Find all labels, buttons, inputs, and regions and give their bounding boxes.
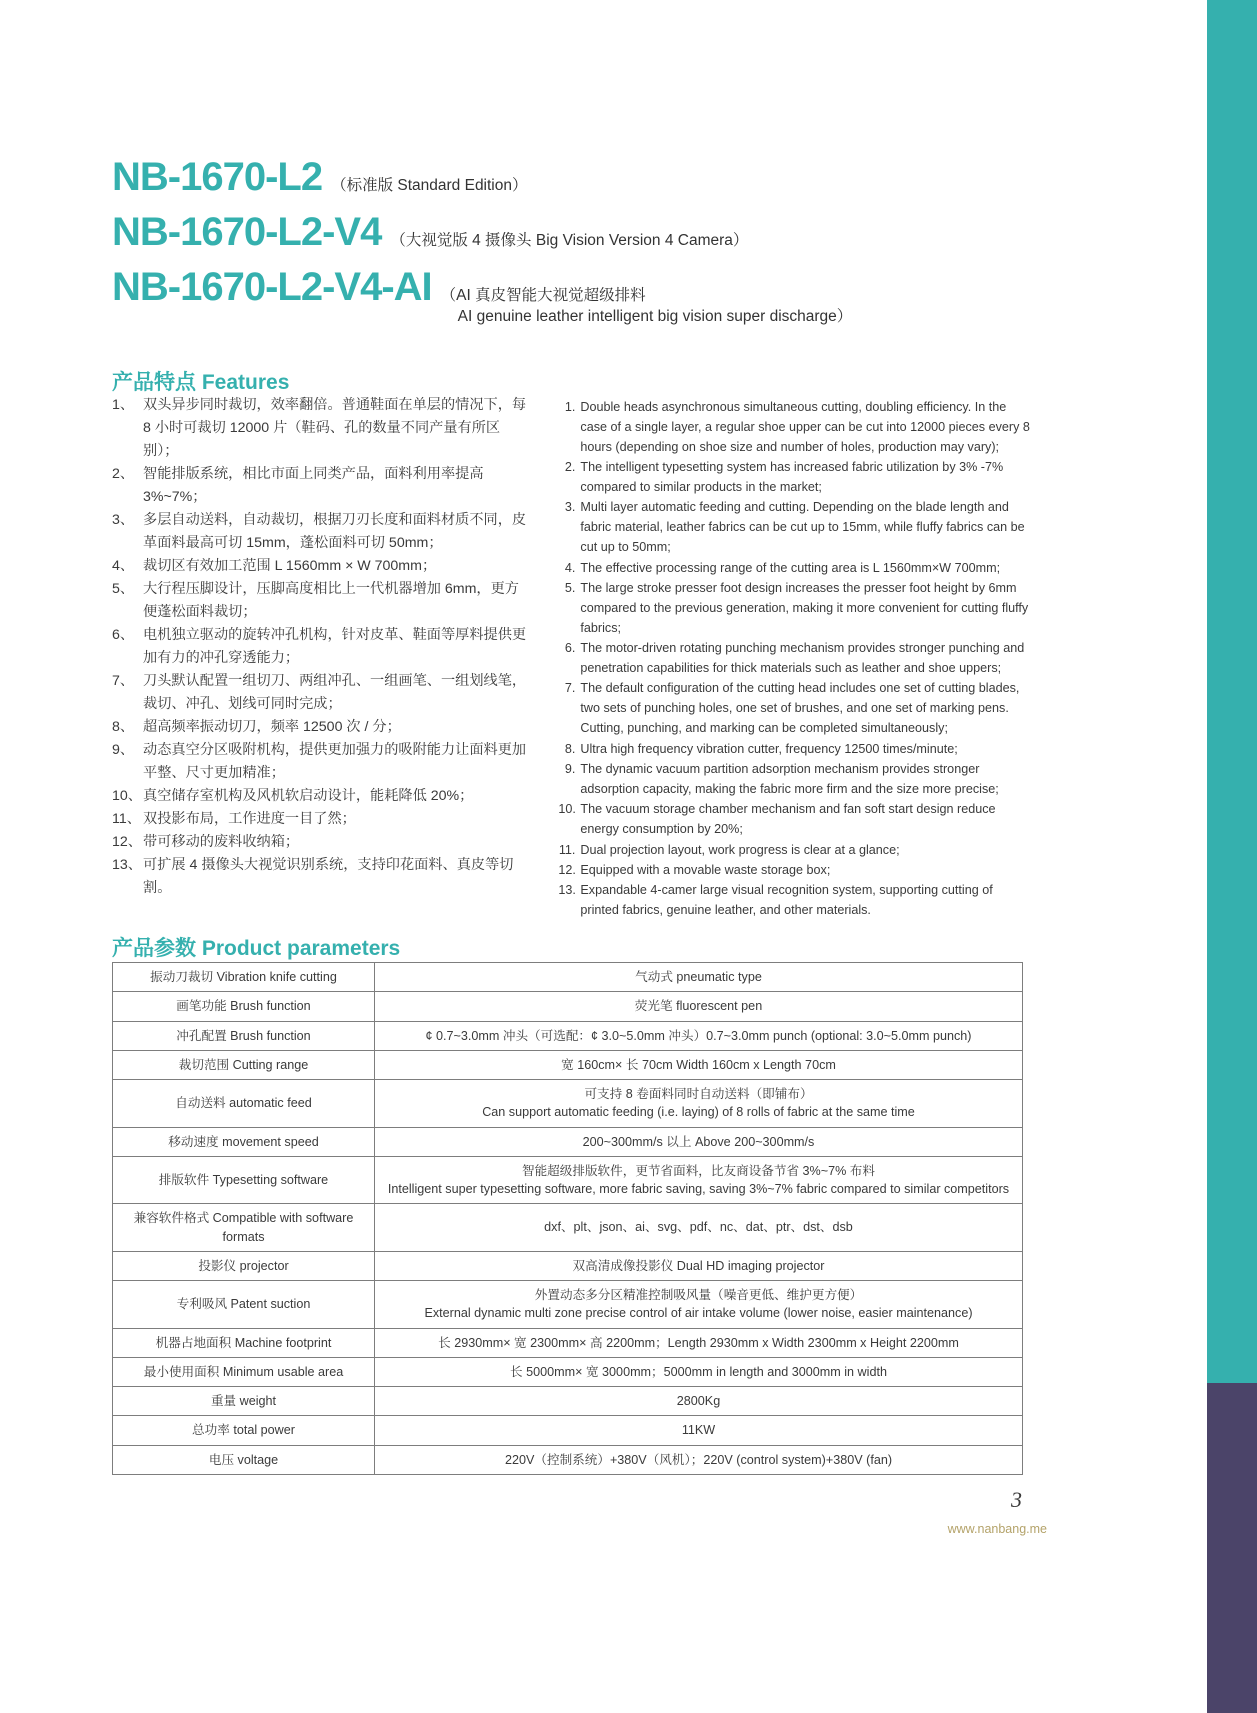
feature-item-text: 超高频率振动切刀，频率 12500 次 / 分； — [143, 719, 401, 735]
feature-item-text: The intelligent typesetting system has increased fabric utilization by 3% -7% compared to similar products in the market; — [580, 460, 1004, 495]
parameter-label: 移动速度 movement speed — [113, 1127, 375, 1156]
feature-item-text: The effective processing range of the cutting area is L 1560mm×W 700mm; — [580, 560, 1001, 575]
table-row — [113, 1387, 1023, 1416]
feature-item-number: 11、 — [112, 811, 141, 827]
feature-item-number: 1、 — [112, 397, 135, 413]
table-row — [113, 992, 1023, 1021]
parameter-value: 11KW — [375, 1416, 1023, 1445]
parameter-label: 排版软件 Typesetting software — [113, 1156, 375, 1204]
feature-item-en — [558, 498, 1032, 558]
table-row — [113, 1357, 1023, 1386]
parameter-value: 长 2930mm× 宽 2300mm× 高 2200mm；Length 2930mm x Width 2300mm x Height 2200mm — [375, 1328, 1023, 1357]
feature-item-text: Equipped with a movable waste storage box; — [580, 862, 831, 877]
feature-item-text: 双投影布局，工作进度一目了然； — [143, 811, 356, 827]
feature-item-number: 12. — [558, 862, 576, 877]
table-row — [113, 1251, 1023, 1280]
model-title-row — [112, 210, 1012, 255]
table-row — [113, 1050, 1023, 1079]
table-row — [113, 1204, 1023, 1252]
feature-item-text: Ultra high frequency vibration cutter, frequency 12500 times/minute; — [580, 741, 958, 756]
feature-item-cn — [112, 854, 526, 900]
feature-item-text: The large stroke presser foot design increases the presser foot height by 6mm compared to the previous generation, making it more convenient for cutting fluffy fabrics; — [580, 581, 1029, 635]
parameter-value: 荧光笔 fluorescent pen — [375, 992, 1023, 1021]
model-edition-note-line1: （AI 真皮智能大视觉超级排料 — [440, 286, 646, 304]
parameter-value: 2800Kg — [375, 1387, 1023, 1416]
feature-item-text: Multi layer automatic feeding and cutting. Depending on the blade length and fabric material, leather fabrics can be cut up to 15mm, while fluffy fabrics can be cut up to 50mm; — [580, 500, 1025, 555]
parameter-value: 气动式 pneumatic type — [375, 963, 1023, 992]
model-name: NB-1670-L2-V4-AI — [112, 264, 432, 309]
feature-item-text: Expandable 4-camer large visual recognition system, supporting cutting of printed fabrics, genuine leather, and other materials. — [580, 883, 993, 918]
feature-item-text: Double heads asynchronous simultaneous cutting, doubling efficiency. In the case of a single layer, a regular shoe upper can be cut into 12000 pieces every 8 hours (depending on shoe size and number of holes, production may vary); — [580, 400, 1030, 454]
model-name: NB-1670-L2 — [112, 155, 323, 199]
parameter-label: 重量 weight — [113, 1387, 375, 1416]
features-english-list — [558, 398, 1032, 921]
table-row — [113, 963, 1023, 992]
feature-item-text: 动态真空分区吸附机构，提供更加强力的吸附能力让面料更加平整、尺寸更加精准； — [143, 742, 527, 781]
parameter-value: 200~300mm/s 以上 Above 200~300mm/s — [375, 1127, 1023, 1156]
model-edition-note — [441, 286, 861, 328]
parameter-label: 画笔功能 Brush function — [113, 992, 375, 1021]
feature-item-en — [558, 458, 1032, 498]
watermark-url: www.nanbang.me — [947, 1522, 1047, 1536]
parameter-label: 投影仪 projector — [113, 1251, 375, 1280]
feature-item-text: 带可移动的废料收纳箱； — [143, 834, 300, 850]
model-title-row — [112, 155, 1012, 200]
features-chinese-list — [112, 394, 526, 900]
table-row — [113, 1328, 1023, 1357]
feature-item-cn — [112, 739, 526, 785]
feature-item-cn — [112, 716, 526, 739]
model-edition-note: （大视觉版 4 摄像头 Big Vision Version 4 Camera） — [390, 231, 749, 249]
table-row — [113, 1156, 1023, 1204]
feature-item-number: 6. — [564, 641, 576, 656]
feature-item-en — [558, 398, 1032, 458]
parameter-label: 机器占地面积 Machine footprint — [113, 1328, 375, 1357]
feature-item-number: 10、 — [112, 788, 142, 804]
model-name: NB-1670-L2-V4 — [112, 209, 382, 254]
feature-item-en — [558, 760, 1032, 800]
parameter-value: 双高清成像投影仪 Dual HD imaging projector — [375, 1251, 1023, 1280]
feature-item-cn — [112, 509, 526, 555]
feature-item-number: 2、 — [112, 466, 135, 482]
feature-item-en — [558, 861, 1032, 881]
parameter-label: 自动送料 automatic feed — [113, 1080, 375, 1128]
feature-item-number: 5、 — [112, 581, 135, 597]
model-title-row — [112, 265, 1012, 328]
parameter-label: 电压 voltage — [113, 1445, 375, 1474]
feature-item-number: 2. — [564, 460, 576, 475]
feature-item-text: 可扩展 4 摄像头大视觉识别系统，支持印花面料、真皮等切割。 — [143, 857, 514, 896]
table-row — [113, 1416, 1023, 1445]
decorative-purple-bar — [1207, 1383, 1257, 1713]
parameter-label: 专利吸风 Patent suction — [113, 1281, 375, 1329]
features-chinese-column — [112, 394, 536, 922]
parameter-value-line2: Can support automatic feeding (i.e. laying) of 8 rolls of fabric at the same time — [482, 1105, 915, 1120]
feature-item-text: Dual projection layout, work progress is clear at a glance; — [580, 842, 900, 857]
feature-item-number: 11. — [558, 842, 576, 857]
parameter-label: 裁切范围 Cutting range — [113, 1050, 375, 1079]
feature-item-text: 刀头默认配置一组切刀、两组冲孔、一组画笔、一组划线笔，裁切、冲孔、划线可同时完成； — [143, 673, 527, 712]
parameter-value-line1: 外置动态多分区精准控制吸风量（噪音更低、维护更方便） — [534, 1288, 863, 1302]
product-parameters-body — [113, 963, 1023, 1475]
parameter-value: 220V（控制系统）+380V（风机）；220V (control system)+380V (fan) — [375, 1445, 1023, 1474]
parameter-label: 兼容软件格式 Compatible with software formats — [113, 1204, 375, 1252]
parameter-value — [375, 1156, 1023, 1204]
feature-item-text: 电机独立驱动的旋转冲孔机构，针对皮革、鞋面等厚料提供更加有力的冲孔穿透能力； — [143, 627, 527, 666]
features-english-column — [558, 394, 1032, 922]
feature-item-number: 3. — [564, 500, 576, 515]
feature-item-cn — [112, 624, 526, 670]
feature-item-number: 8、 — [112, 719, 135, 735]
parameter-label: 振动刀裁切 Vibration knife cutting — [113, 963, 375, 992]
feature-item-number: 9. — [564, 762, 576, 777]
parameter-value-line1: 可支持 8 卷面料同时自动送料（即铺布） — [584, 1087, 813, 1101]
feature-item-number: 5. — [564, 581, 576, 596]
feature-item-cn — [112, 555, 526, 578]
feature-item-cn — [112, 578, 526, 624]
feature-item-number: 7、 — [112, 673, 135, 689]
features-heading: 产品特点 Features — [112, 371, 290, 394]
page-number: 3 — [1011, 1487, 1022, 1512]
feature-item-en — [558, 740, 1032, 760]
feature-item-en — [558, 579, 1032, 639]
feature-item-text: 智能排版系统，相比市面上同类产品，面料利用率提高 3%~7%； — [143, 466, 484, 505]
feature-item-text: The vacuum storage chamber mechanism and fan soft start design reduce energy consumption by 20%; — [580, 802, 996, 837]
feature-item-cn — [112, 670, 526, 716]
feature-item-cn — [112, 831, 526, 854]
feature-item-text: 大行程压脚设计，压脚高度相比上一代机器增加 6mm，更方便蓬松面料裁切； — [143, 581, 519, 620]
feature-item-en — [558, 679, 1032, 739]
decorative-teal-bar — [1207, 0, 1257, 1383]
feature-item-cn — [112, 808, 526, 831]
parameter-value: 宽 160cm× 长 70cm Width 160cm x Length 70cm — [375, 1050, 1023, 1079]
feature-item-cn — [112, 463, 526, 509]
feature-item-en — [558, 800, 1032, 840]
feature-item-number: 7. — [564, 681, 576, 696]
parameter-label: 最小使用面积 Minimum usable area — [113, 1357, 375, 1386]
parameter-value-line2: Intelligent super typesetting software, more fabric saving, saving 3%~7% fabric compared to similar competitors — [387, 1182, 1010, 1196]
features-section — [112, 394, 1032, 922]
parameter-value: dxf、plt、json、ai、svg、pdf、nc、dat、ptr、dst、dsb — [375, 1204, 1023, 1252]
feature-item-en — [558, 559, 1032, 579]
feature-item-number: 6、 — [112, 627, 135, 643]
feature-item-number: 4、 — [112, 558, 135, 574]
feature-item-en — [558, 639, 1032, 679]
feature-item-cn — [112, 394, 526, 463]
parameter-label: 总功率 total power — [113, 1416, 375, 1445]
model-title-block — [112, 155, 1012, 337]
parameter-value-line1: 智能超级排版软件，更节省面料，比友商设备节省 3%~7% 布料 — [521, 1163, 875, 1178]
parameter-value: 长 5000mm× 宽 3000mm；5000mm in length and 3000mm in width — [375, 1357, 1023, 1386]
model-edition-note-line2: AI genuine leather intelligent big vision super discharge） — [457, 307, 853, 325]
table-row — [113, 1080, 1023, 1128]
feature-item-number: 9、 — [112, 742, 135, 758]
feature-item-text: 裁切区有效加工范围 L 1560mm × W 700mm； — [143, 558, 437, 574]
feature-item-en — [558, 841, 1032, 861]
feature-item-text: The dynamic vacuum partition adsorption mechanism provides stronger adsorption capacity, making the fabric more firm and the size more precise; — [580, 762, 999, 796]
feature-item-en — [558, 881, 1032, 921]
feature-item-number: 4. — [564, 560, 576, 575]
parameter-value: ¢ 0.7~3.0mm 冲头（可选配：¢ 3.0~5.0mm 冲头）0.7~3.0mm punch (optional: 3.0~5.0mm punch) — [375, 1021, 1023, 1050]
parameters-heading: 产品参数 Product parameters — [112, 937, 401, 960]
table-row — [113, 1281, 1023, 1329]
feature-item-number: 13. — [558, 883, 576, 898]
parameter-value-line2: External dynamic multi zone precise control of air intake volume (lower noise, easier maintenance) — [424, 1306, 973, 1321]
table-row — [113, 1127, 1023, 1156]
feature-item-text: 双头异步同时裁切，效率翻倍。普通鞋面在单层的情况下，每 8 小时可裁切 12000 片（鞋码、孔的数量不同产量有所区别）； — [143, 397, 527, 459]
feature-item-text: 多层自动送料，自动裁切，根据刀刃长度和面料材质不同，皮革面料最高可切 15mm，蓬松面料可切 50mm； — [143, 512, 527, 551]
model-edition-note: （标准版 Standard Edition） — [331, 177, 528, 194]
feature-item-text: The default configuration of the cutting head includes one set of cutting blades, two sets of punching holes, one set of brushes, and one set of marking pens. Cutting, punching, and marking can be completed simultaneously; — [580, 681, 1020, 736]
feature-item-text: The motor-driven rotating punching mechanism provides stronger punching and penetration capabilities for thick materials such as leather and shoe uppers; — [580, 641, 1025, 676]
product-parameters-table — [112, 962, 1023, 1475]
feature-item-number: 10. — [558, 802, 576, 817]
feature-item-number: 1. — [564, 400, 576, 414]
table-row — [113, 1021, 1023, 1050]
feature-item-number: 13、 — [112, 857, 142, 873]
table-row — [113, 1445, 1023, 1474]
parameter-value — [375, 1080, 1023, 1128]
parameter-value — [375, 1281, 1023, 1329]
feature-item-cn — [112, 785, 526, 808]
feature-item-number: 3、 — [112, 512, 135, 528]
feature-item-number: 12、 — [112, 834, 142, 850]
feature-item-text: 真空储存室机构及风机软启动设计，能耗降低 20%； — [143, 788, 474, 804]
parameter-label: 冲孔配置 Brush function — [113, 1021, 375, 1050]
feature-item-number: 8. — [564, 741, 576, 756]
